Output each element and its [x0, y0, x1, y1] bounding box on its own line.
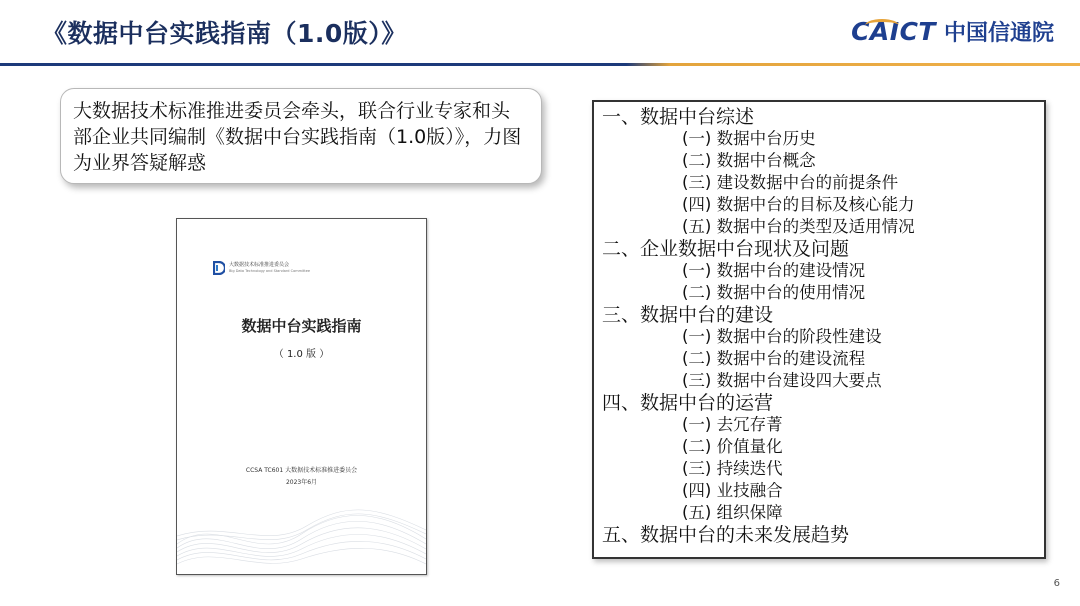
toc-chapter: 一、数据中台综述	[602, 106, 755, 128]
toc-section: (一) 去冗存菁	[682, 415, 783, 434]
toc-chapter: 五、数据中台的未来发展趋势	[602, 524, 850, 546]
logo-swoosh-icon	[865, 19, 899, 32]
slide-title: 《数据中台实践指南（1.0版）》	[42, 19, 407, 48]
caict-logo	[851, 16, 1054, 47]
toc-section: (一) 数据中台的建设情况	[682, 261, 866, 280]
toc-section: (四) 业技融合	[682, 481, 783, 500]
toc-section: (一) 数据中台的阶段性建设	[682, 327, 882, 346]
intro-callout-text: 大数据技术标准推进委员会牵头，联合行业专家和头部企业共同编制《数据中台实践指南（1.0版）》，力图为业界答疑解惑	[73, 100, 522, 174]
cover-logo-line2: Big Data Technology and Standard Committee	[229, 269, 311, 273]
cover-title: 数据中台实践指南	[241, 317, 362, 335]
toc-chapter: 二、企业数据中台现状及问题	[602, 238, 850, 260]
toc-section: (三) 建设数据中台的前提条件	[682, 173, 899, 192]
table-of-contents	[592, 100, 1046, 559]
toc-section: (二) 数据中台的使用情况	[682, 283, 866, 302]
toc-section: (五) 组织保障	[682, 503, 783, 522]
header-divider	[0, 63, 1080, 66]
intro-callout	[60, 88, 542, 184]
toc-section: (一) 数据中台历史	[682, 129, 816, 148]
toc-section: (三) 持续迭代	[682, 459, 783, 478]
toc-section: (二) 价值量化	[682, 437, 783, 456]
toc-chapter: 三、数据中台的建设	[602, 304, 774, 326]
toc-section: (三) 数据中台建设四大要点	[682, 371, 882, 390]
cover-logo-text	[229, 262, 310, 274]
cover-date: 2023年6月	[285, 479, 318, 486]
page-number: 6	[1053, 578, 1060, 589]
cover-committee-logo	[213, 261, 310, 275]
guide-cover-image	[176, 218, 427, 575]
toc-section: (五) 数据中台的类型及适用情况	[682, 217, 915, 236]
toc-section: (二) 数据中台的建设流程	[682, 349, 866, 368]
slide-header	[0, 0, 1080, 64]
toc-section: (四) 数据中台的目标及核心能力	[682, 195, 915, 214]
toc-chapter: 四、数据中台的运营	[602, 392, 774, 414]
cover-wave-pattern	[177, 494, 426, 574]
logo-chinese-text: 中国信通院	[943, 21, 1054, 46]
cover-logo-line1: 大数据技术标准推进委员会	[229, 262, 290, 268]
cover-organization: CCSA TC601 大数据技术标准推进委员会	[245, 467, 358, 474]
logo-latin-text	[851, 17, 936, 46]
toc-section: (二) 数据中台概念	[682, 151, 816, 170]
committee-logo-icon	[213, 261, 225, 275]
cover-edition: （ 1.0 版 ）	[273, 349, 330, 360]
logo-latin-label: CAICT	[851, 17, 936, 46]
